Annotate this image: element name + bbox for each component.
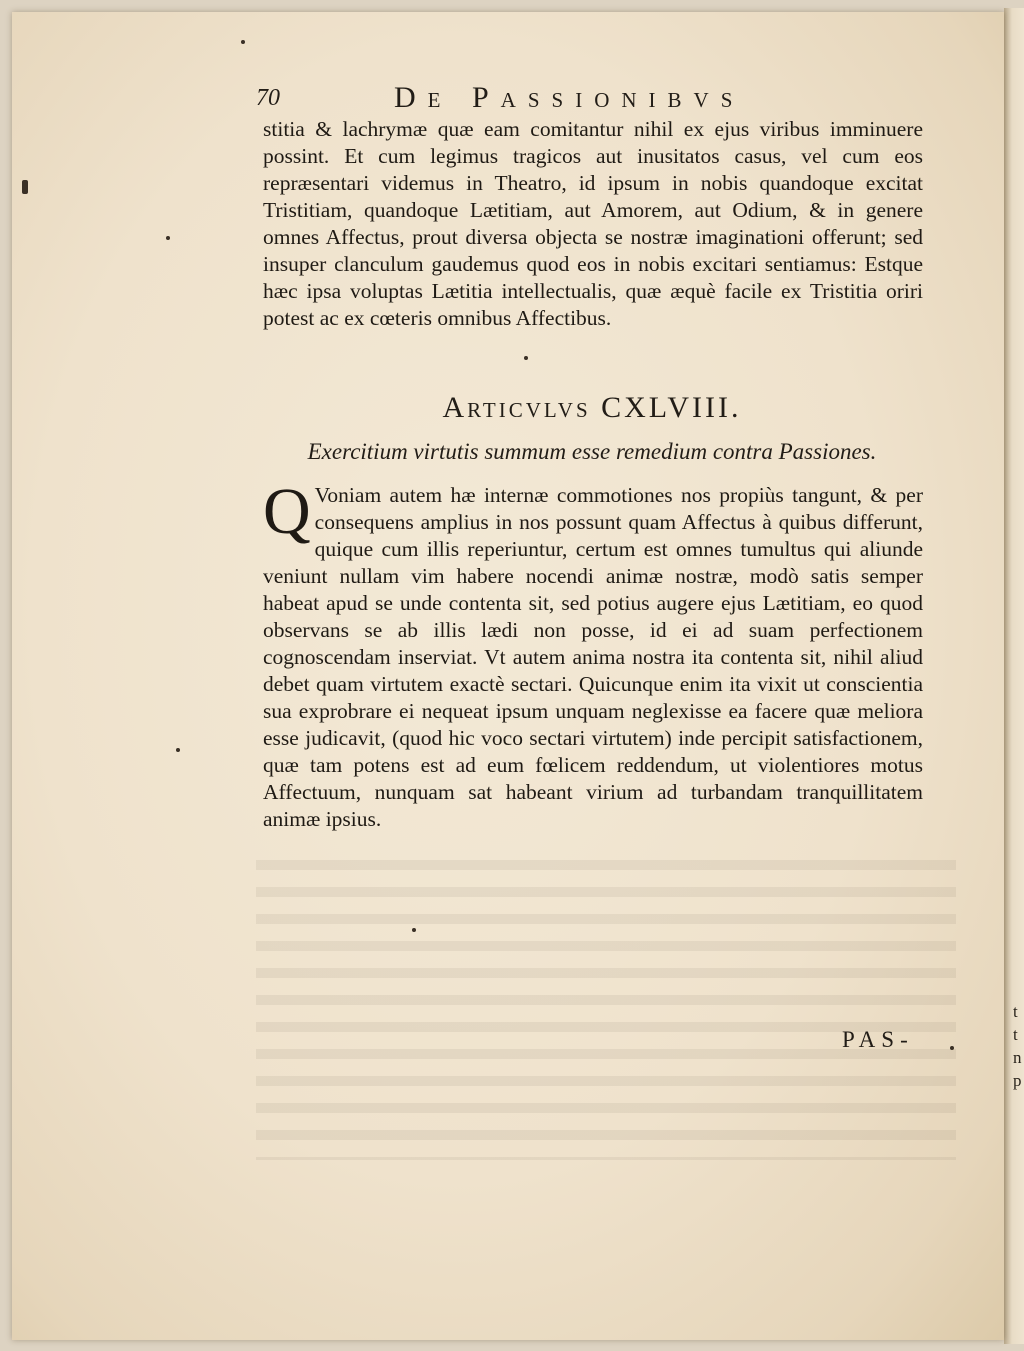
paragraph-continued: stitia & lachrymæ quæ eam comitantur nihil ex ejus viribus imminuere possint. Et cum legimus tragicos aut inusitatos casus, vel cum eos repræsentari videmus in Theatro, id ipsum in nobis quandoque excitat Tristitiam, quandoque Lætitiam, aut Amorem, aut Odium, & in genere omnes Affectus, prout diversa objecta se nostræ imaginationi offerunt; sed insuper clanculum gaudemus quod eos in nobis excitari sentiamus: Estque hæc ipsa voluptas Lætitia intellectualis, quæ æquè facile ex Tristitia oriri potest ac ex cœteris omnibus Affectibus. (263, 117, 923, 330)
paper-speck (166, 236, 170, 240)
margin-mark (22, 180, 28, 194)
adjacent-letter: p (1013, 1071, 1022, 1090)
paper-speck (241, 40, 245, 44)
paper-speck (176, 748, 180, 752)
adjacent-letter: t (1013, 1002, 1018, 1021)
article-heading: Articvlvs CXLVIII. (442, 391, 742, 424)
drop-capital: Q (263, 475, 311, 548)
show-through-text (256, 860, 956, 1160)
page-header (256, 80, 936, 116)
paper-speck (412, 928, 416, 932)
catchword: PAS- (842, 1027, 914, 1052)
article-paragraph (263, 475, 923, 833)
article-subtitle: Exercitium virtutis summum esse remedium contra Passiones. (307, 439, 877, 464)
adjacent-letter: t (1013, 1025, 1018, 1044)
article-paragraph-text: Voniam autem hæ internæ commotiones nos propiùs tangunt, & per consequens amplius in nos possunt quam Affectus à quibus differunt, quique cum illis reperiuntur, certum est omnes tumultus qui aliunde veniunt nullam vim habere nocendi animæ nostræ, modò satis semper habeat apud se unde contenta sit, sed potius augere ejus Lætitiam, eo quod observans se ab illis lædi non posse, id ei ad suam perfectionem cognoscendam inserviat. Vt autem anima nostra ita contenta sit, nihil aliud debet quam virtutem exactè sectari. Quicunque enim ita vixit ut conscientia sua exprobrare ei nequeat ipsum unquam neglexisse ea facere quæ meliora esse judicavit, (quod hic voco sectari virtutem) inde percipit satisfactionem, quæ tam potens est ad eum fœlicem reddendum, ut violentiores motus Affectuum, nunquam sat habeant virium ad turbandam tranquillitatem animæ ipsius. (263, 483, 923, 831)
paper-speck (524, 356, 528, 360)
running-title: De Passionibvs (394, 81, 745, 114)
adjacent-page-letters (1013, 1000, 1024, 1092)
page-number: 70 (256, 85, 280, 111)
adjacent-page-edge (1004, 8, 1024, 1344)
adjacent-letter: n (1013, 1048, 1022, 1067)
paper-speck (950, 1046, 954, 1050)
